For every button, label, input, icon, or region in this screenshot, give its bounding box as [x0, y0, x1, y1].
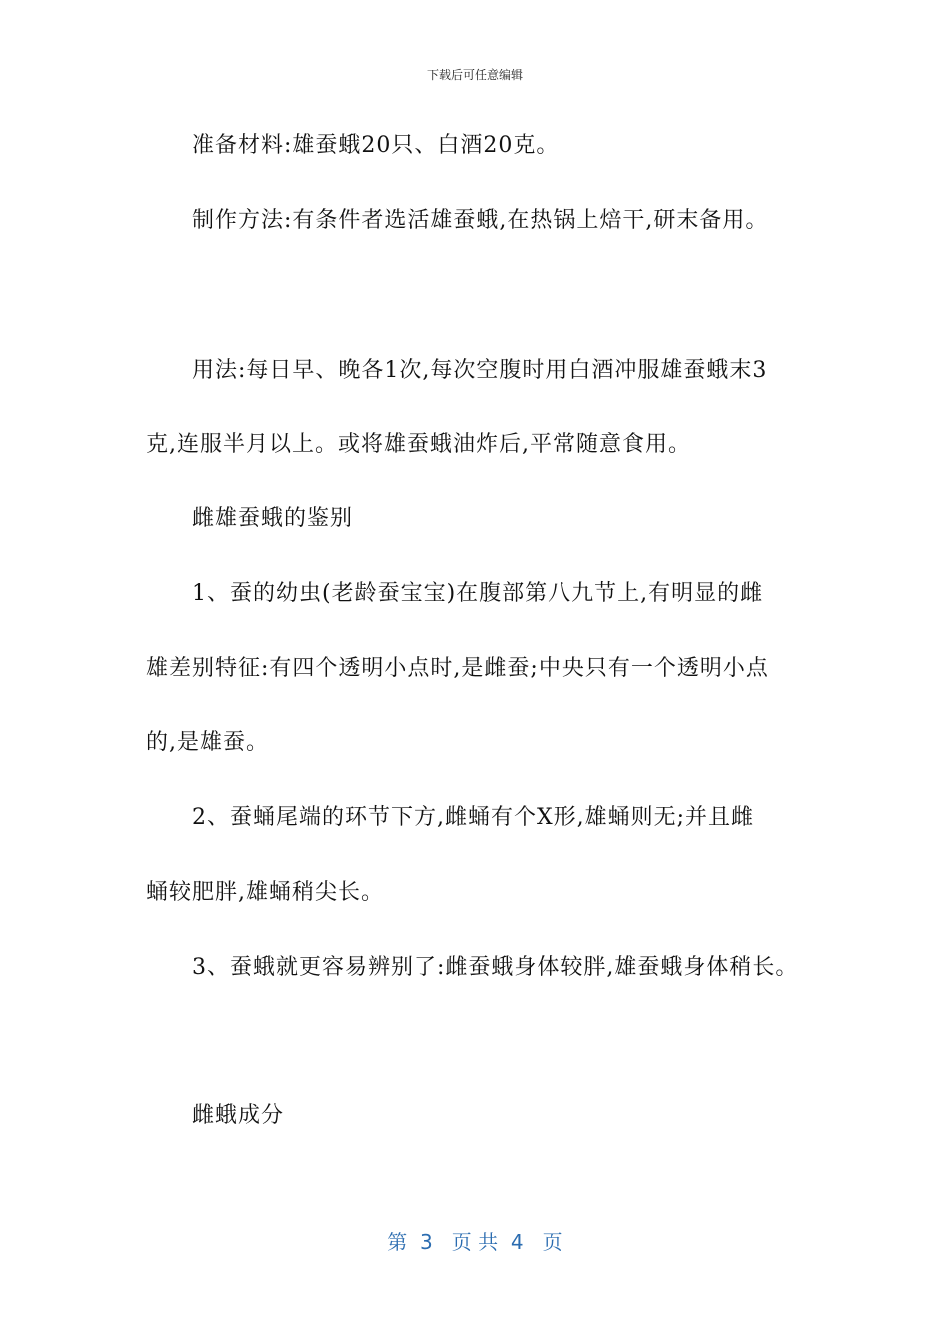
section-heading-components: 雌蛾成分	[192, 1103, 285, 1128]
paragraph-usage-line-1: 用法:每日早、晚各1次,每次空腹时用白酒冲服雄蚕蛾末3	[192, 358, 768, 383]
page-number-footer: 第 3 页 共 4 页	[387, 1230, 563, 1254]
page-header-note: 下载后可任意编辑	[426, 68, 523, 82]
item-1-line-3: 的,是雄蚕。	[146, 730, 269, 755]
item-1-line-1: 1、蚕的幼虫(老龄蚕宝宝)在腹部第八九节上,有明显的雌	[192, 581, 764, 606]
paragraph-usage-line-2: 克,连服半月以上。或将雄蚕蛾油炸后,平常随意食用。	[146, 432, 691, 457]
item-2-line-2: 蛹较肥胖,雄蛹稍尖长。	[146, 880, 384, 905]
item-1-line-2: 雄差别特征:有四个透明小点时,是雌蚕;中央只有一个透明小点	[146, 656, 769, 681]
paragraph-method: 制作方法:有条件者选活雄蚕蛾,在热锅上焙干,研末备用。	[192, 208, 769, 233]
section-heading-identify: 雌雄蚕蛾的鉴别	[192, 506, 354, 531]
paragraph-materials: 准备材料:雄蚕蛾20只、白酒20克。	[192, 133, 560, 158]
item-2-line-1: 2、蚕蛹尾端的环节下方,雌蛹有个X形,雄蛹则无;并且雌	[192, 805, 755, 830]
item-3-line-1: 3、蚕蛾就更容易辨别了:雌蚕蛾身体较胖,雄蚕蛾身体稍长。	[192, 955, 799, 980]
